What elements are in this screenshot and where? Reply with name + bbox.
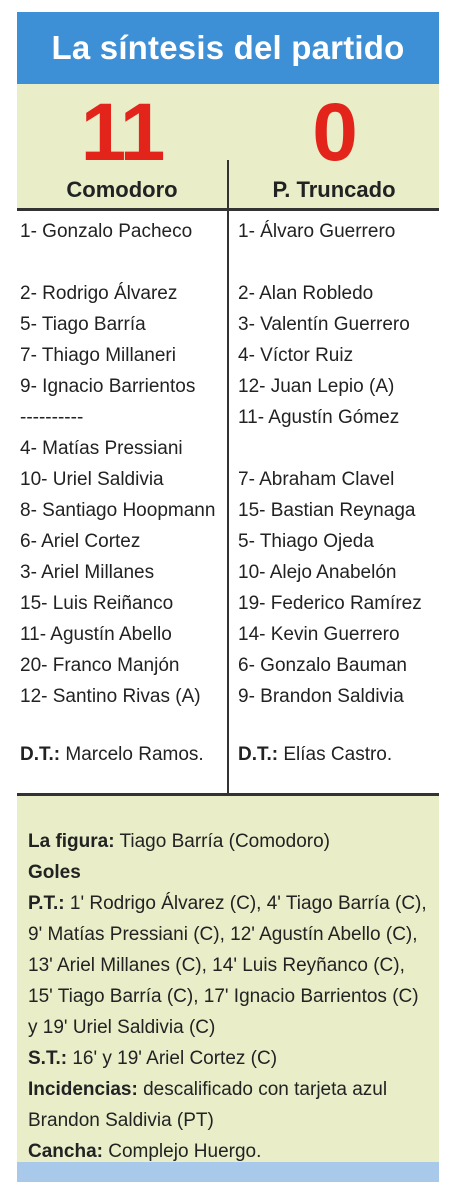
incidencias-value: descalificado con tarjeta azul Brandon Saldivia (PT): [28, 1079, 388, 1131]
away-lineup-item: 6- Gonzalo Bauman: [238, 655, 407, 676]
away-team-block: [229, 84, 439, 208]
goles-heading: Goles: [28, 862, 81, 883]
cancha-label: Cancha:: [28, 1141, 103, 1162]
home-lineup: [20, 216, 225, 712]
away-lineup-item: 9- Brandon Saldivia: [238, 686, 404, 707]
away-lineup-item: [238, 247, 443, 278]
home-coach-label: D.T.:: [20, 744, 61, 765]
away-coach: [238, 744, 392, 766]
home-team-block: [17, 84, 227, 208]
pt-label: P.T.:: [28, 893, 65, 914]
pt-value: 1' Rodrigo Álvarez (C), 4' Tiago Barría (C), 9' Matías Pressiani (C), 12' Agustín Abello (C), 13' Ariel Millanes (C), 14' Luis Reyñanco (C), 15' Tiago Barría (C), 17' Ignacio Barrientos (C) y 19' Uriel Saldivia (C): [28, 893, 427, 1038]
home-lineup-item: 6- Ariel Cortez: [20, 531, 141, 552]
away-coach-label: D.T.:: [238, 744, 279, 765]
figura-value: Tiago Barría (Comodoro): [114, 831, 330, 852]
away-lineup-item: 12- Juan Lepio (A): [238, 376, 395, 397]
away-lineup-item: 19- Federico Ramírez: [238, 593, 422, 614]
lineup-divider: [227, 211, 229, 793]
home-lineup-item: 15- Luis Reiñanco: [20, 593, 174, 614]
match-summary-card: [17, 12, 439, 1182]
away-lineup-item: 15- Bastian Reynaga: [238, 500, 416, 521]
home-coach-name: Marcelo Ramos.: [60, 744, 204, 765]
home-lineup-item: ----------: [20, 407, 84, 428]
away-lineup-item: [238, 433, 443, 464]
home-lineup-item: 9- Ignacio Barrientos: [20, 376, 196, 397]
st-label: S.T.:: [28, 1048, 68, 1069]
home-lineup-item: [20, 247, 225, 278]
home-lineup-item: 4- Matías Pressiani: [20, 438, 183, 459]
home-team-name: Comodoro: [66, 177, 178, 202]
home-lineup-item: 1- Gonzalo Pacheco: [20, 221, 193, 242]
home-lineup-item: 3- Ariel Millanes: [20, 562, 155, 583]
page-title: La síntesis del partido: [17, 12, 439, 84]
away-coach-name: Elías Castro.: [278, 744, 393, 765]
figura-label: La figura:: [28, 831, 115, 852]
home-lineup-item: 12- Santino Rivas (A): [20, 686, 201, 707]
away-lineup-item: 7- Abraham Clavel: [238, 469, 395, 490]
home-lineup-item: 11- Agustín Abello: [20, 624, 172, 645]
away-score: 0: [312, 87, 356, 178]
away-lineup-item: 4- Víctor Ruiz: [238, 345, 354, 366]
home-lineup-item: 20- Franco Manjón: [20, 655, 180, 676]
away-lineup-item: 10- Alejo Anabelón: [238, 562, 397, 583]
home-lineup-item: 5- Tiago Barría: [20, 314, 146, 335]
away-lineup: [238, 216, 443, 712]
team-divider: [227, 160, 229, 208]
cancha-value: Complejo Huergo.: [102, 1141, 262, 1162]
match-details-text: [28, 826, 428, 1167]
match-details-panel: [17, 796, 439, 1168]
figura-line: [28, 826, 428, 857]
home-coach: [20, 744, 204, 766]
away-lineup-item: 11- Agustín Gómez: [238, 407, 400, 428]
pt-goals: [28, 888, 428, 1043]
st-goals: [28, 1043, 428, 1074]
home-lineup-item: 7- Thiago Millaneri: [20, 345, 176, 366]
home-lineup-item: 2- Rodrigo Álvarez: [20, 283, 178, 304]
away-lineup-item: 1- Álvaro Guerrero: [238, 221, 396, 242]
away-lineup-item: 5- Thiago Ojeda: [238, 531, 374, 552]
st-value: 16' y 19' Ariel Cortez (C): [67, 1048, 278, 1069]
away-lineup-item: 14- Kevin Guerrero: [238, 624, 400, 645]
home-lineup-item: 8- Santiago Hoopmann: [20, 500, 216, 521]
home-lineup-item: 10- Uriel Saldivia: [20, 469, 164, 490]
incidencias-line: [28, 1074, 428, 1136]
away-lineup-item: 2- Alan Robledo: [238, 283, 374, 304]
away-lineup-item: 3- Valentín Guerrero: [238, 314, 410, 335]
home-score: 11: [80, 87, 164, 178]
incidencias-label: Incidencias:: [28, 1079, 138, 1100]
bottom-bar: [17, 1162, 439, 1182]
away-team-name: P. Truncado: [272, 177, 396, 202]
